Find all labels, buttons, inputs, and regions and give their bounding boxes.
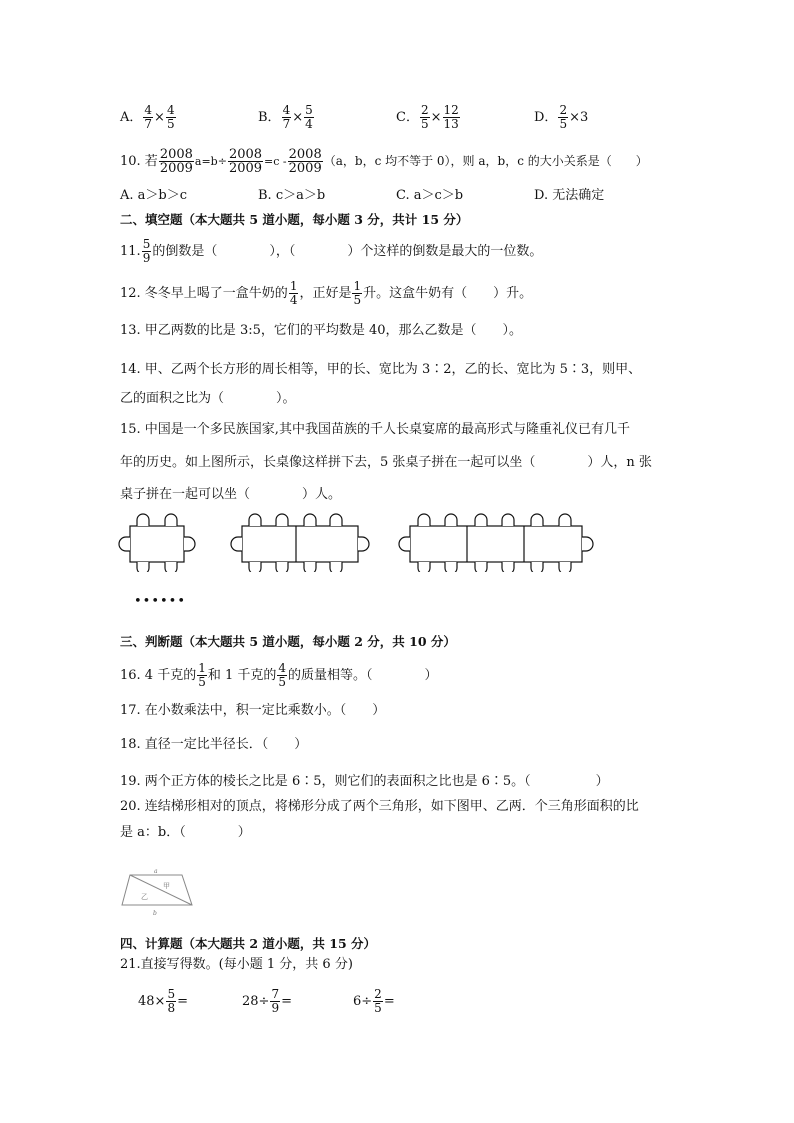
trapezoid-label-yi: 乙 bbox=[141, 893, 148, 901]
q9-option-d: D． $\frac{2}{5}$ ×3 bbox=[534, 103, 589, 131]
fraction: $\frac{5}{4}$ bbox=[305, 103, 313, 131]
question-14-line-1: 14. 甲、乙两个长方形的周长相等，甲的长、宽比为 3∶2，乙的长、宽比为 5∶3，则甲、 bbox=[120, 362, 642, 377]
question-15-line-2: 年的历史。如上图所示，长桌像这样拼下去，5 张桌子拼在一起可以坐（ ）人，n 张 bbox=[120, 455, 652, 470]
q10-option-c: C. a＞c＞b bbox=[396, 188, 464, 203]
fraction: $\frac{5}{9}$ bbox=[142, 237, 151, 265]
section-4-heading: 四、计算题（本大题共 2 道小题，共 15 分） bbox=[120, 936, 377, 951]
fraction: $\frac{12}{13}$ bbox=[443, 103, 459, 131]
fraction: $\frac{7}{9}$ bbox=[271, 987, 280, 1015]
question-17: 17. 在小数乘法中，积一定比乘数小。（ ） bbox=[120, 703, 386, 718]
calc-item-2: 28÷ $\frac{7}{9}$ = bbox=[242, 987, 292, 1015]
ellipsis-dots: •••••• bbox=[134, 594, 187, 609]
single-table bbox=[119, 514, 195, 572]
fraction: $\frac{4}{7}$ bbox=[282, 103, 291, 131]
trapezoid-diagonal bbox=[130, 875, 192, 905]
fraction: $\frac{2}{5}$ bbox=[374, 987, 382, 1015]
fraction: $\frac{1}{4}$ bbox=[289, 279, 298, 307]
fraction: $\frac{4}{7}$ bbox=[144, 103, 153, 131]
trapezoid-label-b: b bbox=[153, 910, 157, 917]
q10-option-b: B. c＞a＞b bbox=[258, 188, 326, 203]
question-19: 19. 两个正方体的棱长之比是 6∶5，则它们的表面积之比也是 6∶5。（ ） bbox=[120, 774, 609, 789]
two-tables bbox=[231, 514, 369, 572]
question-14-line-2: 乙的面积之比为（ ）。 bbox=[120, 391, 296, 406]
fraction: $\frac{5}{8}$ bbox=[167, 987, 176, 1015]
fraction: $\frac{2}{5}$ bbox=[559, 103, 568, 131]
fraction: $\frac{1}{5}$ bbox=[198, 661, 206, 689]
question-15-line-1: 15. 中国是一个多民族国家,其中我国苗族的千人长桌宴席的最高形式与隆重礼仪已有几千 bbox=[120, 422, 630, 437]
fraction: $\frac{2008}{2009}$ bbox=[159, 147, 193, 176]
fraction: $\frac{2008}{2009}$ bbox=[288, 147, 322, 176]
q10-option-a: A. a＞b＞c bbox=[120, 188, 188, 203]
calc-item-3: 6÷ $\frac{2}{5}$ = bbox=[353, 987, 395, 1015]
question-12: 12. 冬冬早上喝了一盒牛奶的 $\frac{1}{4}$ ，正好是 $\frac{1}{5}$ 升。这盒牛奶有（ ）升。 bbox=[120, 279, 533, 307]
trapezoid-shape bbox=[122, 875, 192, 905]
question-18: 18. 直径一定比半径长．（ ） bbox=[120, 737, 308, 752]
question-21-title: 21.直接写得数。(每小题 1 分，共 6 分) bbox=[120, 957, 353, 972]
fraction: $\frac{4}{5}$ bbox=[278, 661, 287, 689]
question-20-line-2: 是 a：b．（ ） bbox=[120, 825, 251, 840]
long-table-figure bbox=[118, 512, 598, 572]
trapezoid-figure bbox=[116, 866, 198, 918]
question-13: 13. 甲乙两数的比是 3:5，它们的平均数是 40，那么乙数是（ ）。 bbox=[120, 323, 523, 338]
q9-option-c: C． $\frac{2}{5}$ × $\frac{12}{13}$ bbox=[396, 103, 459, 131]
q9-option-b: B． $\frac{4}{7}$ × $\frac{5}{4}$ bbox=[258, 103, 313, 131]
calc-item-1: 48× $\frac{5}{8}$ = bbox=[138, 987, 188, 1015]
q9-option-a: A． $\frac{4}{7}$ × $\frac{4}{5}$ bbox=[120, 103, 175, 131]
fraction: $\frac{2}{5}$ bbox=[420, 103, 429, 131]
section-3-heading: 三、判断题（本大题共 5 道小题，每小题 2 分，共 10 分） bbox=[120, 634, 456, 649]
trapezoid-label-jia: 甲 bbox=[163, 882, 170, 890]
fraction: $\frac{1}{5}$ bbox=[353, 279, 362, 307]
fraction: $\frac{4}{5}$ bbox=[166, 103, 175, 131]
question-16: 16. 4 千克的 $\frac{1}{5}$ 和 1 千克的 $\frac{4}{5}$ 的质量相等。（ ） bbox=[120, 661, 438, 689]
question-15-line-3: 桌子拼在一起可以坐（ ）人。 bbox=[120, 487, 342, 502]
question-11: 11. $\frac{5}{9}$ 的倒数是（ ），（ ）个这样的倒数是最大的一位数。 bbox=[120, 237, 543, 265]
three-tables bbox=[399, 514, 593, 572]
question-10: 10. 若 $\frac{2008}{2009}$ a=b÷ $\frac{2008}{2009}$ =c - $\frac{2008}{2009}$ （a，b，c 均不等于 0），则 a，b，c 的大小关系是（ ） bbox=[120, 147, 648, 176]
fraction: $\frac{2008}{2009}$ bbox=[228, 147, 263, 176]
question-20-line-1: 20. 连结梯形相对的顶点，将梯形分成了两个三角形，如下图甲、乙两．个三角形面积的比 bbox=[120, 799, 639, 814]
section-2-heading: 二、填空题（本大题共 5 道小题，每小题 3 分，共计 15 分） bbox=[120, 212, 469, 227]
trapezoid-label-a: a bbox=[154, 868, 158, 875]
q10-option-d: D. 无法确定 bbox=[534, 188, 605, 203]
